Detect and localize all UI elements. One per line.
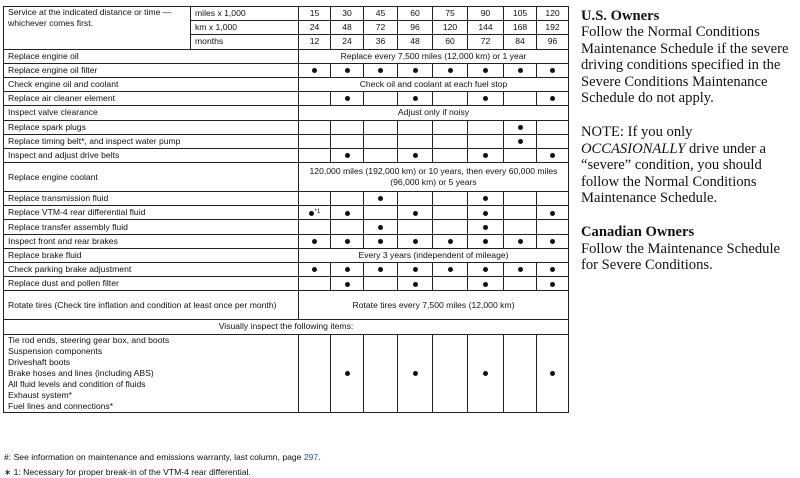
service-mark-cell (504, 63, 537, 77)
interval-unit: months (191, 35, 299, 49)
interval-value: 90 (468, 7, 504, 21)
service-mark-cell (537, 206, 569, 220)
canadian-owners-heading: Canadian Owners (581, 224, 695, 241)
service-mark-cell (468, 206, 504, 220)
service-mark-cell (364, 148, 398, 162)
service-mark-cell (299, 92, 331, 106)
service-dot (413, 282, 418, 287)
interval-value: 36 (364, 35, 398, 49)
interval-value: 60 (398, 7, 433, 21)
service-item-label: Replace air cleaner element (4, 92, 299, 106)
service-item-label: Replace transmission fluid (4, 192, 299, 206)
service-mark-cell (331, 192, 364, 206)
service-mark-cell (398, 220, 433, 234)
service-mark-cell (299, 334, 331, 412)
table-row (4, 220, 569, 234)
service-interval-note: Check oil and coolant at each fuel stop (299, 77, 569, 91)
service-dot (550, 239, 555, 244)
canadian-owners-text: Follow the Maintenance Schedule for Severe Conditions. (581, 240, 780, 274)
service-interval-note: Replace every 7,500 miles (12,000 km) or 1 year (299, 49, 569, 63)
service-mark-cell (398, 120, 433, 134)
service-mark-cell (299, 148, 331, 162)
service-mark-cell (468, 63, 504, 77)
note-emphasis: OCCASIONALLY (581, 140, 686, 157)
service-mark-cell (364, 206, 398, 220)
service-mark-cell (537, 192, 569, 206)
interval-unit: km x 1,000 (191, 21, 299, 35)
service-mark-cell (537, 334, 569, 412)
service-dot (518, 267, 523, 272)
interval-value: 168 (504, 21, 537, 35)
service-mark-cell (433, 134, 468, 148)
service-dot (312, 239, 317, 244)
table-row (4, 163, 569, 192)
service-mark-cell (468, 192, 504, 206)
service-mark-cell (504, 206, 537, 220)
service-mark-cell (364, 192, 398, 206)
footnote-warranty (4, 452, 321, 462)
service-mark-cell (504, 234, 537, 248)
service-dot (483, 153, 488, 158)
service-mark-cell (537, 63, 569, 77)
service-dot (550, 211, 555, 216)
service-dot (550, 153, 555, 158)
service-mark-cell (468, 220, 504, 234)
interval-value: 96 (537, 35, 569, 49)
service-mark-cell (537, 148, 569, 162)
service-dot (448, 68, 453, 73)
service-dot (312, 267, 317, 272)
table-row (4, 148, 569, 162)
table-row (4, 192, 569, 206)
service-mark-cell (433, 120, 468, 134)
interval-value: 84 (504, 35, 537, 49)
service-mark-cell (364, 334, 398, 412)
service-mark-cell (299, 263, 331, 277)
service-mark-cell (398, 234, 433, 248)
service-mark-cell (364, 92, 398, 106)
service-item-label: Rotate tires (Check tire inflation and condition at least once per month) (4, 291, 299, 320)
service-item-label: Replace dust and pollen filter (4, 277, 299, 291)
interval-value: 24 (299, 21, 331, 35)
service-mark-cell (504, 192, 537, 206)
service-dot (483, 239, 488, 244)
service-mark-cell (433, 334, 468, 412)
interval-value: 75 (433, 7, 468, 21)
service-mark-cell (398, 92, 433, 106)
us-owners-heading: U.S. Owners (581, 8, 660, 24)
service-dot (345, 153, 350, 158)
service-mark-cell (364, 263, 398, 277)
interval-value: 45 (364, 7, 398, 21)
service-dot (518, 239, 523, 244)
service-mark-cell (331, 263, 364, 277)
service-dot (550, 68, 555, 73)
service-mark-cell (537, 277, 569, 291)
service-dot (413, 211, 418, 216)
service-mark-cell (468, 334, 504, 412)
service-mark-cell (331, 234, 364, 248)
us-owners-block (581, 8, 799, 106)
service-mark-cell (331, 277, 364, 291)
service-dot (413, 96, 418, 101)
service-mark-cell (331, 120, 364, 134)
interval-value: 24 (331, 35, 364, 49)
schedule-interval-label: Service at the indicated distance or time — whichever comes first. (4, 7, 191, 50)
visual-inspect-heading: Visually inspect the following items: (4, 320, 569, 334)
visual-inspect-row (4, 334, 569, 412)
service-mark-cell (331, 63, 364, 77)
service-mark-cell (468, 277, 504, 291)
service-dot (345, 282, 350, 287)
service-mark-cell (299, 220, 331, 234)
service-mark-cell (504, 148, 537, 162)
table-row (4, 134, 569, 148)
service-item-label: Check parking brake adjustment (4, 263, 299, 277)
footnote-text: See information on maintenance and emissions warranty, last column, page (13, 452, 304, 462)
interval-value: 30 (331, 7, 364, 21)
service-mark-cell (364, 120, 398, 134)
service-item-label: Replace spark plugs (4, 120, 299, 134)
service-mark-cell (537, 234, 569, 248)
interval-value: 72 (364, 21, 398, 35)
service-mark-cell (433, 206, 468, 220)
table-row (4, 248, 569, 262)
service-interval-note: Every 3 years (independent of mileage) (299, 248, 569, 262)
service-dot (309, 211, 314, 216)
header-row (4, 7, 569, 21)
service-dot (378, 239, 383, 244)
service-mark-cell (504, 263, 537, 277)
service-mark-cell (398, 148, 433, 162)
service-dot (518, 139, 523, 144)
service-dot (483, 68, 488, 73)
canadian-owners-block (581, 224, 799, 273)
service-mark-cell (398, 63, 433, 77)
service-mark-cell (398, 334, 433, 412)
service-mark-cell (398, 206, 433, 220)
service-mark-cell (504, 134, 537, 148)
table-row (4, 49, 569, 63)
visual-inspect-item: All fluid levels and condition of fluids (8, 378, 146, 389)
interval-value: 105 (504, 7, 537, 21)
service-dot (345, 211, 350, 216)
interval-value: 60 (433, 35, 468, 49)
service-item-label: Replace transfer assembly fluid (4, 220, 299, 234)
footnote-vtm4 (4, 467, 251, 478)
service-mark-cell (299, 134, 331, 148)
service-interval-note: Rotate tires every 7,500 miles (12,000 km) (299, 291, 569, 320)
service-mark-cell (364, 234, 398, 248)
footnote-text: Necessary for proper break-in of the VTM-4 rear differential. (23, 467, 251, 477)
table-row (4, 206, 569, 220)
note-tail: drive under a “severe” condition, you should follow the Normal Conditions Maintenance Schedule. (581, 140, 766, 207)
service-mark-cell (468, 120, 504, 134)
service-item-label: Inspect and adjust drive belts (4, 148, 299, 162)
service-mark-cell (468, 234, 504, 248)
service-mark-cell (299, 234, 331, 248)
page-link[interactable]: 297 (303, 452, 319, 462)
visual-inspect-item: Suspension components (8, 345, 103, 356)
service-item-label: Replace brake fluid (4, 248, 299, 262)
table-row (4, 63, 569, 77)
service-item-label: Inspect valve clearance (4, 106, 299, 120)
service-item-label: Inspect front and rear brakes (4, 234, 299, 248)
table-row (4, 120, 569, 134)
service-mark-cell (537, 120, 569, 134)
service-item-label: Check engine oil and coolant (4, 77, 299, 91)
interval-value: 144 (468, 21, 504, 35)
visual-inspect-item: Brake hoses and lines (including ABS) (8, 367, 154, 378)
visual-inspect-items (4, 334, 299, 412)
service-mark-cell (364, 134, 398, 148)
interval-value: 15 (299, 7, 331, 21)
service-mark-cell (398, 192, 433, 206)
interval-value: 96 (398, 21, 433, 35)
service-dot (312, 68, 317, 73)
service-dot (518, 125, 523, 130)
service-mark-cell (537, 220, 569, 234)
service-dot (413, 267, 418, 272)
service-item-label: Replace engine oil (4, 49, 299, 63)
service-mark-cell (433, 192, 468, 206)
service-mark-cell (331, 334, 364, 412)
footnote-marker: *1 (314, 209, 321, 216)
interval-value: 72 (468, 35, 504, 49)
service-mark-cell (504, 220, 537, 234)
service-interval-note: 120,000 miles (192,000 km) or 10 years, then every 60,000 miles (96,000 km) or 5 years (299, 163, 569, 192)
interval-value: 48 (331, 21, 364, 35)
table-row (4, 234, 569, 248)
table-row (4, 77, 569, 91)
service-mark-cell (331, 148, 364, 162)
service-dot (483, 96, 488, 101)
service-mark-cell (433, 263, 468, 277)
visual-inspect-heading-row (4, 320, 569, 334)
service-mark-cell (299, 206, 331, 220)
service-mark-cell (468, 134, 504, 148)
interval-value: 120 (433, 21, 468, 35)
service-mark-cell (299, 277, 331, 291)
service-dot (378, 68, 383, 73)
service-dot (550, 282, 555, 287)
service-dot (483, 267, 488, 272)
service-dot (483, 282, 488, 287)
maintenance-schedule-table (3, 6, 569, 413)
service-mark-cell (433, 277, 468, 291)
service-dot (345, 96, 350, 101)
interval-value: 120 (537, 7, 569, 21)
service-dot (413, 153, 418, 158)
service-mark-cell (299, 192, 331, 206)
service-dot (413, 371, 418, 376)
service-mark-cell (398, 263, 433, 277)
note-block (581, 124, 799, 206)
service-dot (345, 267, 350, 272)
service-mark-cell (364, 277, 398, 291)
service-dot (518, 68, 523, 73)
service-mark-cell (433, 220, 468, 234)
service-dot (550, 96, 555, 101)
table-row (4, 92, 569, 106)
service-mark-cell (468, 263, 504, 277)
service-mark-cell (537, 263, 569, 277)
note-lead: NOTE: If you only (581, 124, 693, 141)
service-mark-cell (364, 63, 398, 77)
service-dot (413, 68, 418, 73)
service-dot (378, 267, 383, 272)
footnote-symbol: #: (4, 452, 12, 462)
service-item-label: Replace VTM-4 rear differential fluid (4, 206, 299, 220)
table-row (4, 106, 569, 120)
service-dot (550, 371, 555, 376)
service-mark-cell (398, 277, 433, 291)
service-item-label: Replace engine oil filter (4, 63, 299, 77)
service-mark-cell (504, 277, 537, 291)
interval-unit: miles x 1,000 (191, 7, 299, 21)
service-mark-cell (398, 134, 433, 148)
interval-value: 12 (299, 35, 331, 49)
interval-value: 48 (398, 35, 433, 49)
table-row (4, 277, 569, 291)
service-mark-cell (433, 92, 468, 106)
us-owners-text: Follow the Normal Conditions Maintenance Schedule if the severe driving conditions specified in the Severe Conditions Maintenance Schedule do not apply. (581, 24, 789, 107)
service-dot (378, 225, 383, 230)
service-mark-cell (299, 63, 331, 77)
service-dot (413, 239, 418, 244)
service-mark-cell (331, 220, 364, 234)
service-dot (550, 267, 555, 272)
service-dot (378, 196, 383, 201)
service-mark-cell (504, 334, 537, 412)
service-mark-cell (468, 92, 504, 106)
service-item-label: Replace timing belt*, and inspect water pump (4, 134, 299, 148)
service-mark-cell (537, 134, 569, 148)
interval-value: 192 (537, 21, 569, 35)
service-mark-cell (433, 148, 468, 162)
service-dot (345, 68, 350, 73)
service-mark-cell (504, 92, 537, 106)
visual-inspect-item: Tie rod ends, steering gear box, and boots (8, 334, 170, 345)
owner-notes (581, 8, 799, 292)
service-mark-cell (433, 234, 468, 248)
visual-inspect-item: Driveshaft boots (8, 356, 71, 367)
service-dot (345, 239, 350, 244)
service-mark-cell (299, 120, 331, 134)
service-mark-cell (331, 206, 364, 220)
visual-inspect-item: Exhaust system* (8, 389, 72, 400)
service-mark-cell (364, 220, 398, 234)
footnote-symbol: ∗ 1: (4, 467, 21, 477)
service-mark-cell (537, 92, 569, 106)
service-dot (345, 371, 350, 376)
service-dot (483, 371, 488, 376)
service-mark-cell (331, 92, 364, 106)
footnote-end: . (318, 452, 321, 462)
table-row (4, 291, 569, 320)
service-interval-note: Adjust only if noisy (299, 106, 569, 120)
service-mark-cell (504, 120, 537, 134)
service-mark-cell (433, 63, 468, 77)
service-dot (448, 267, 453, 272)
service-dot (483, 225, 488, 230)
table-row (4, 263, 569, 277)
service-mark-cell (468, 148, 504, 162)
service-dot (483, 211, 488, 216)
service-mark-cell (331, 134, 364, 148)
service-dot (483, 196, 488, 201)
service-dot (448, 239, 453, 244)
service-item-label: Replace engine coolant (4, 163, 299, 192)
visual-inspect-item: Fuel lines and connections* (8, 400, 114, 411)
